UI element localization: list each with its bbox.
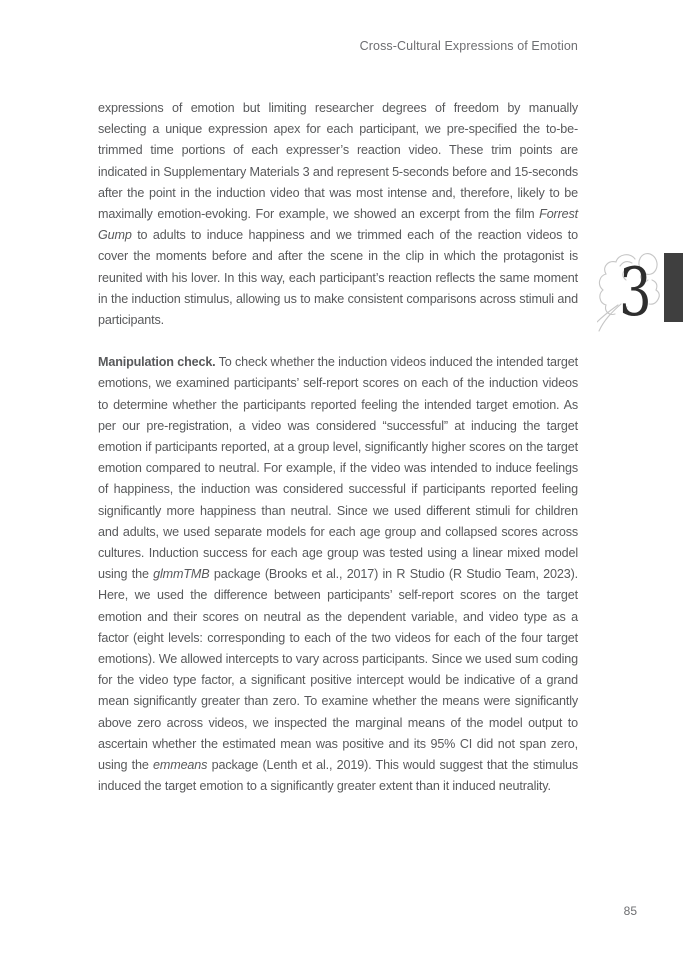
text-segment: expressions of emotion but limiting researcher degrees of freedom by manually selecting a unique expression apex for each participant, we pre-specified the to-be-trimmed time portions of each expresser’s reaction video. These trim points are indicated in Supplementary Materials 3 and represent 5-seconds before and 15-seconds after the point in the induction video that was most intense and, therefore, likely to be maximally emotion-evoking. For example, we showed an excerpt from the film [98, 101, 578, 222]
text-segment: glmmTMB [153, 567, 210, 582]
running-header: Cross-Cultural Expressions of Emotion [359, 39, 578, 53]
chapter-tab [664, 253, 683, 322]
text-segment: emmeans [153, 758, 208, 773]
text-segment: Manipulation check. [98, 355, 216, 370]
text-segment: To check whether the induction videos induced the intended target emotions, we examined participants’ self-report scores on each of the induction videos to determine whether the participants reported feeling the intended target emotion. As per our pre-registration, a video was considered “successful” at inducing the target emotion if participants reported, at a group level, significantly higher scores on the target emotion compared to neutral. For example, if the video was intended to induce feelings of happiness, the induction was considered successful if participants reported feeling significantly more happiness than neutral. Since we used different stimuli for children and adults, we used separate models for each age group and collapsed scores across cultures. Induction success for each age group was tested using a linear mixed model using the [98, 355, 578, 582]
text-segment: package (Lenth et al., 2019). This would suggest that the stimulus induced the target emotion to a significantly greater extent than it induced neutrality. [98, 758, 578, 794]
body-text [98, 98, 578, 819]
page-number: 85 [623, 904, 637, 918]
chapter-number: 3 [619, 253, 652, 331]
chapter-ornament-illustration [597, 247, 661, 333]
text-segment: Forrest Gump [98, 207, 578, 243]
paragraph [98, 98, 578, 331]
text-segment: to adults to induce happiness and we trimmed each of the reaction videos to cover the moments before and after the scene in the clip in which the protagonist is reunited with his lover. In this way, each participant’s reaction reflects the same moment in the induction stimulus, allowing us to make consistent comparisons across stimuli and participants. [98, 228, 578, 328]
paragraph [98, 352, 578, 797]
text-segment: package (Brooks et al., 2017) in R Studio (R Studio Team, 2023). Here, we used the difference between participants’ self-report scores on the target emotion and their scores on neutral as the dependent variable, and video type as a factor (eight levels: corresponding to each of the two videos for each of the four target emotions). We allowed intercepts to vary across participants. Since we used sum coding for the video type factor, a significant positive intercept would be indicative of a grand mean significantly greater than zero. To examine whether the means were significantly above zero across videos, we inspected the marginal means of the model output to ascertain whether the estimated mean was positive and its 95% CI did not span zero, using the [98, 567, 578, 773]
